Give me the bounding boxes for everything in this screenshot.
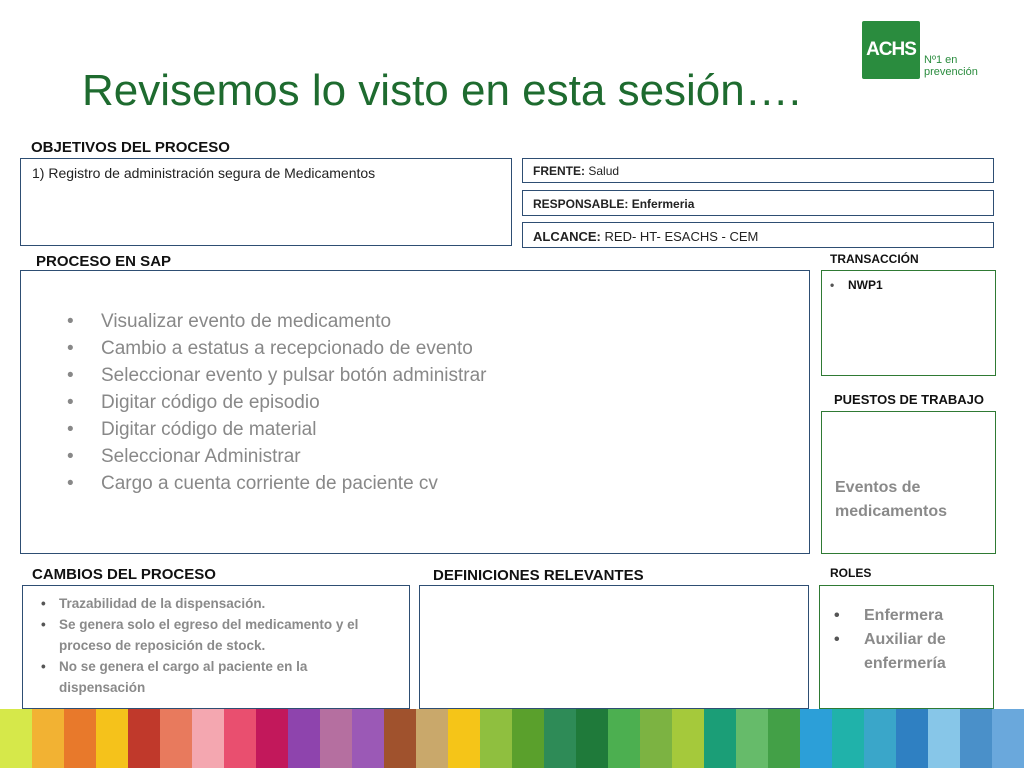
objetivos-text: 1) Registro de administración segura de Medicamentos — [32, 165, 376, 181]
footer-stripe — [704, 709, 736, 768]
footer-stripe — [480, 709, 512, 768]
cambios-label: CAMBIOS DEL PROCESO — [32, 566, 216, 583]
footer-stripe — [0, 709, 32, 768]
footer-stripe — [960, 709, 992, 768]
footer-stripe — [544, 709, 576, 768]
footer-stripe — [608, 709, 640, 768]
proceso-sap-label: PROCESO EN SAP — [36, 253, 172, 270]
list-item: • Trazabilidad de la dispensación. — [41, 593, 381, 614]
list-item: • Digitar código de material — [67, 416, 486, 443]
footer-stripe — [896, 709, 928, 768]
footer-stripe — [512, 709, 544, 768]
footer-stripe — [96, 709, 128, 768]
puestos-text-line-1: Eventos de — [835, 479, 921, 496]
footer-stripe — [768, 709, 800, 768]
logo-tagline — [924, 54, 978, 78]
footer-stripe — [672, 709, 704, 768]
frente-value: Salud — [588, 164, 620, 178]
list-item: • Visualizar evento de medicamento — [67, 308, 486, 335]
footer-stripe — [32, 709, 64, 768]
list-item: • Cargo a cuenta corriente de paciente cv — [67, 470, 486, 497]
proceso-sap-list — [67, 308, 486, 497]
definiciones-box — [419, 585, 809, 709]
footer-stripe — [736, 709, 768, 768]
footer-stripe — [160, 709, 192, 768]
footer-stripe — [256, 709, 288, 768]
objetivos-label: OBJETIVOS DEL PROCESO — [31, 139, 230, 156]
list-item: • Seleccionar Administrar — [67, 443, 486, 470]
cambios-list — [41, 593, 381, 698]
footer-stripe — [576, 709, 608, 768]
footer-stripe — [352, 709, 384, 768]
footer-stripe — [864, 709, 896, 768]
footer-stripe — [992, 709, 1024, 768]
responsable-box — [522, 190, 994, 216]
roles-box — [819, 585, 994, 709]
footer-stripe — [64, 709, 96, 768]
logo-text: ACHS — [866, 39, 916, 60]
list-item: • NWP1 — [830, 278, 883, 292]
footer-stripe — [832, 709, 864, 768]
footer-stripe — [928, 709, 960, 768]
footer-stripe — [128, 709, 160, 768]
puestos-text — [835, 476, 947, 524]
footer-stripe — [384, 709, 416, 768]
footer-stripe — [800, 709, 832, 768]
roles-label: ROLES — [830, 566, 872, 580]
footer-stripe — [192, 709, 224, 768]
alcance-value: RED- HT- ESACHS - CEM — [604, 229, 759, 244]
responsable-key: RESPONSABLE: — [533, 197, 629, 211]
footer-stripe — [288, 709, 320, 768]
footer-stripe — [448, 709, 480, 768]
footer-stripe — [320, 709, 352, 768]
list-item: • Digitar código de episodio — [67, 389, 486, 416]
frente-key: FRENTE: — [533, 164, 585, 178]
logo-tagline-line-1: Nº1 en — [924, 54, 958, 66]
definiciones-label: DEFINICIONES RELEVANTES — [433, 567, 644, 584]
footer-color-stripes — [0, 709, 1024, 768]
list-item: • Seleccionar evento y pulsar botón administrar — [67, 362, 486, 389]
logo-tagline-line-2: prevención — [924, 66, 978, 78]
puestos-box — [821, 411, 996, 554]
proceso-sap-box — [20, 270, 810, 554]
footer-stripe — [416, 709, 448, 768]
list-item: • Auxiliar de enfermería — [834, 628, 984, 676]
roles-list — [834, 604, 984, 676]
transaccion-label: TRANSACCIÓN — [830, 252, 919, 266]
list-item: • Enfermera — [834, 604, 984, 628]
achs-logo — [862, 21, 920, 79]
alcance-box — [522, 222, 994, 248]
alcance-key: ALCANCE: — [533, 229, 601, 244]
footer-stripe — [224, 709, 256, 768]
puestos-label: PUESTOS DE TRABAJO — [834, 392, 985, 407]
footer-stripe — [640, 709, 672, 768]
objetivos-box — [20, 158, 512, 246]
list-item: • Cambio a estatus a recepcionado de evento — [67, 335, 486, 362]
responsable-value: Enfermeria — [631, 197, 695, 211]
list-item: • Se genera solo el egreso del medicamento y el proceso de reposición de stock. — [41, 614, 381, 656]
puestos-text-line-2: medicamentos — [835, 503, 948, 520]
transaccion-box — [821, 270, 996, 376]
cambios-box — [22, 585, 410, 709]
list-item: • No se genera el cargo al paciente en la dispensación — [41, 656, 381, 698]
transaccion-list — [830, 278, 883, 292]
frente-box — [522, 158, 994, 183]
page-title: Revisemos lo visto en esta sesión…. — [82, 66, 801, 115]
